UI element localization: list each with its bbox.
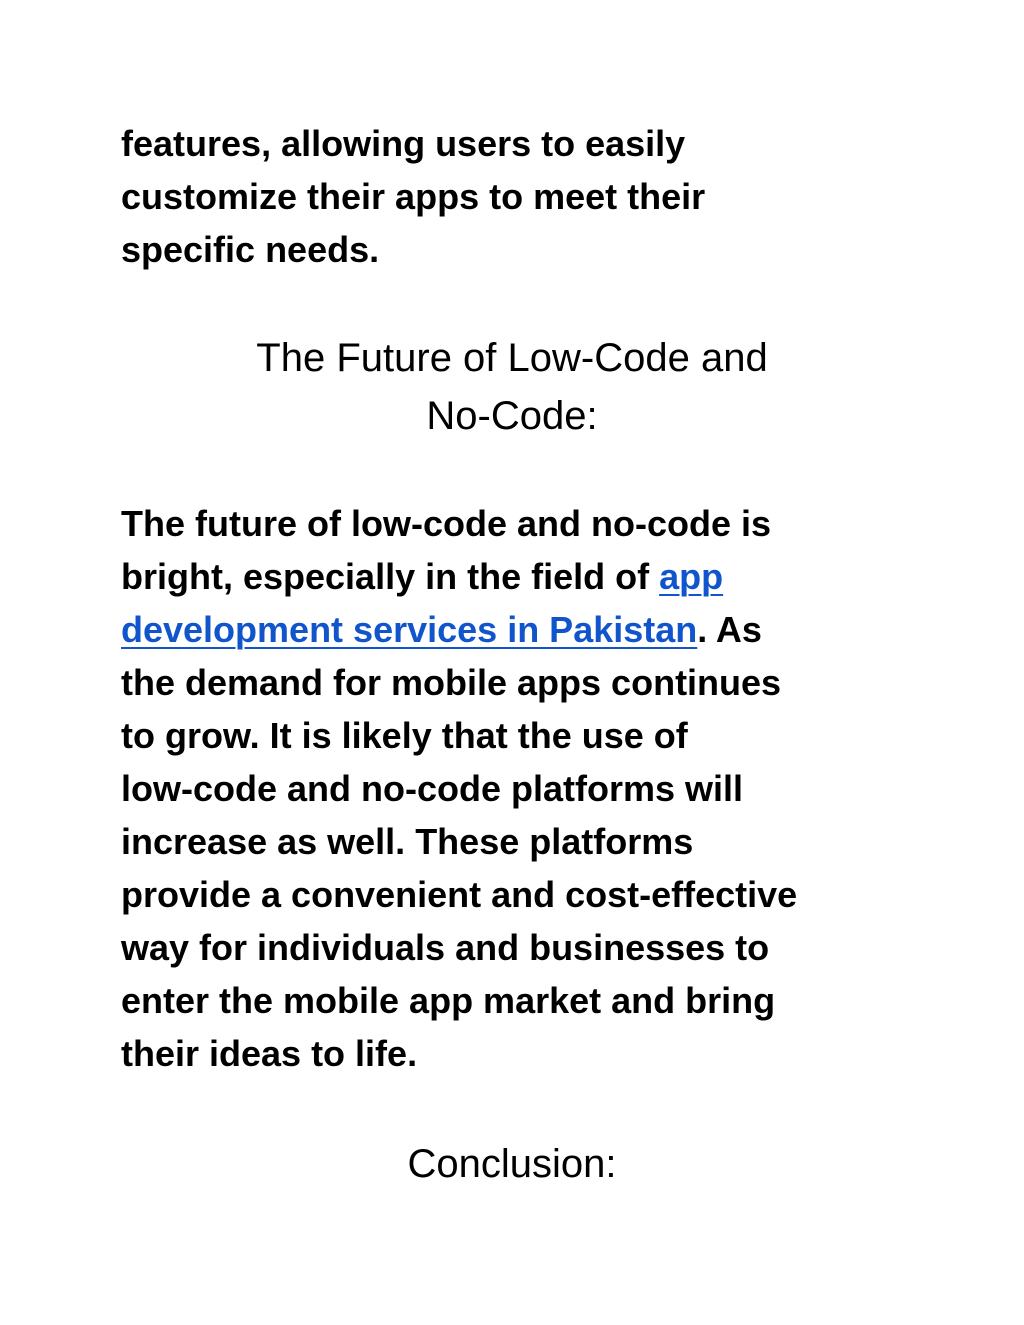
conclusion-heading: Conclusion: — [407, 1142, 617, 1186]
intro-paragraph: features, allowing users to easily customize their apps to meet their specific needs. — [121, 123, 706, 270]
future-heading: The Future of Low-Code and No-Code: — [256, 336, 768, 438]
future-paragraph — [121, 497, 911, 1080]
future-paragraph-text-start: The future of low-code and no-code is bright, especially in the field of — [121, 503, 772, 597]
app-development-link-part1[interactable]: app — [659, 556, 724, 597]
app-development-link-part2[interactable]: development services in Pakistan — [121, 609, 698, 650]
future-paragraph-text-end: . As the demand for mobile apps continues to grow. It is likely that the use of low-code and no-code platforms will increase as well. These platforms provide a convenient and cost-effective way for individuals and businesses to enter the mobile app market and bring their ideas to life. — [121, 609, 798, 1074]
